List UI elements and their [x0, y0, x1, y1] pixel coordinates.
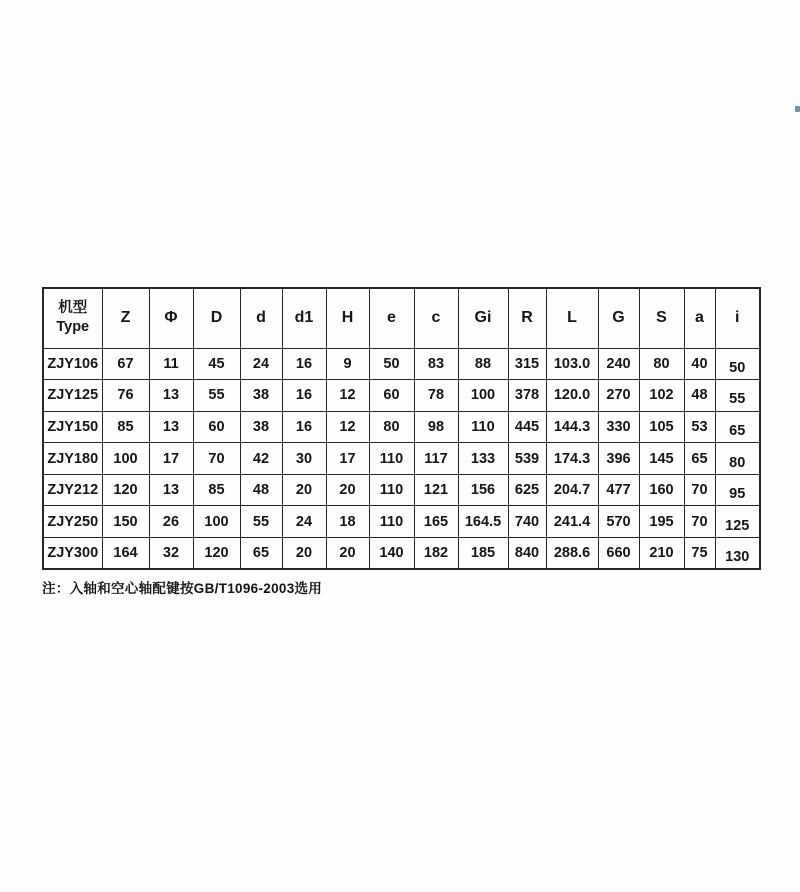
scan-artifact [795, 106, 800, 112]
table-cell-zjy300-e: 140 [369, 538, 414, 570]
table-cell-zjy125-g: 270 [598, 380, 639, 412]
table-cell-zjy150-d1: 16 [282, 411, 326, 443]
table-cell-zjy212-c: 121 [414, 474, 458, 506]
table-cell-zjy300-d: 65 [240, 538, 282, 570]
table-cell-zjy150-s: 105 [639, 411, 684, 443]
table-cell-zjy125-e: 60 [369, 380, 414, 412]
table-cell-zjy125-i: 55 [715, 380, 760, 412]
table-cell-zjy212-a: 70 [684, 474, 715, 506]
table-cell-zjy150-h: 12 [326, 411, 369, 443]
table-cell-zjy250-i: 125 [715, 506, 760, 538]
table-cell-zjy125-d: 38 [240, 380, 282, 412]
table-row-zjy212 [43, 474, 760, 506]
table-cell-zjy180-d: 42 [240, 443, 282, 475]
column-header-r: R [508, 288, 546, 348]
row-header-zjy150: ZJY150 [43, 411, 102, 443]
table-cell-zjy125-c: 78 [414, 380, 458, 412]
table-cell-zjy300-g: 660 [598, 538, 639, 570]
table-row-zjy180 [43, 443, 760, 475]
column-header-h: H [326, 288, 369, 348]
row-header-zjy180: ZJY180 [43, 443, 102, 475]
table-cell-zjy300-c: 182 [414, 538, 458, 570]
table-cell-zjy125-gi: 100 [458, 380, 508, 412]
type-column-header [43, 288, 102, 348]
table-cell-zjy250-s: 195 [639, 506, 684, 538]
column-header-l: L [546, 288, 598, 348]
table-cell-zjy300-r: 840 [508, 538, 546, 570]
table-cell-zjy106-c: 83 [414, 348, 458, 380]
table-cell-zjy180-h: 17 [326, 443, 369, 475]
table-cell-zjy250-h: 18 [326, 506, 369, 538]
table-cell-zjy212-r: 625 [508, 474, 546, 506]
table-cell-zjy212-z: 120 [102, 474, 149, 506]
table-row-zjy125 [43, 380, 760, 412]
type-column-header-en: Type [56, 319, 90, 336]
table-cell-zjy212-φ: 13 [149, 474, 193, 506]
table-row-zjy250 [43, 506, 760, 538]
table-cell-zjy300-z: 164 [102, 538, 149, 570]
table-cell-zjy180-l: 174.3 [546, 443, 598, 475]
column-header-a: a [684, 288, 715, 348]
table-cell-zjy180-φ: 17 [149, 443, 193, 475]
table-cell-zjy106-l: 103.0 [546, 348, 598, 380]
table-cell-zjy106-gi: 88 [458, 348, 508, 380]
table-cell-zjy125-r: 378 [508, 380, 546, 412]
table-cell-zjy125-a: 48 [684, 380, 715, 412]
table-cell-zjy300-a: 75 [684, 538, 715, 570]
column-header-φ: Φ [149, 288, 193, 348]
table-cell-zjy212-d1: 20 [282, 474, 326, 506]
table-cell-zjy212-i: 95 [715, 474, 760, 506]
column-header-g: G [598, 288, 639, 348]
table-cell-zjy125-φ: 13 [149, 380, 193, 412]
table-cell-zjy250-gi: 164.5 [458, 506, 508, 538]
table-cell-zjy300-s: 210 [639, 538, 684, 570]
table-cell-zjy180-e: 110 [369, 443, 414, 475]
table-cell-zjy180-z: 100 [102, 443, 149, 475]
row-header-zjy106: ZJY106 [43, 348, 102, 380]
table-cell-zjy150-φ: 13 [149, 411, 193, 443]
table-cell-zjy300-d1: 20 [282, 538, 326, 570]
table-cell-zjy250-c: 165 [414, 506, 458, 538]
footnote: 注：入轴和空心轴配键按GB/T1096-2003选用 [42, 581, 323, 596]
table-cell-zjy250-d1: 24 [282, 506, 326, 538]
column-header-s: S [639, 288, 684, 348]
table-cell-zjy212-d: 48 [240, 474, 282, 506]
spec-table [42, 287, 761, 570]
table-cell-zjy106-d: 45 [193, 348, 240, 380]
table-cell-zjy106-d: 24 [240, 348, 282, 380]
row-header-zjy212: ZJY212 [43, 474, 102, 506]
table-cell-zjy250-a: 70 [684, 506, 715, 538]
row-header-zjy250: ZJY250 [43, 506, 102, 538]
table-cell-zjy250-d: 55 [240, 506, 282, 538]
table-cell-zjy106-z: 67 [102, 348, 149, 380]
table-cell-zjy212-s: 160 [639, 474, 684, 506]
table-cell-zjy150-z: 85 [102, 411, 149, 443]
table-cell-zjy212-gi: 156 [458, 474, 508, 506]
table-cell-zjy212-e: 110 [369, 474, 414, 506]
column-header-z: Z [102, 288, 149, 348]
table-body [43, 348, 760, 569]
table-cell-zjy125-d1: 16 [282, 380, 326, 412]
table-cell-zjy106-φ: 11 [149, 348, 193, 380]
column-header-d: d [240, 288, 282, 348]
table-cell-zjy212-d: 85 [193, 474, 240, 506]
table-cell-zjy180-gi: 133 [458, 443, 508, 475]
column-header-e: e [369, 288, 414, 348]
table-cell-zjy150-l: 144.3 [546, 411, 598, 443]
table-cell-zjy106-d1: 16 [282, 348, 326, 380]
table-cell-zjy180-s: 145 [639, 443, 684, 475]
table-cell-zjy106-s: 80 [639, 348, 684, 380]
table-cell-zjy125-l: 120.0 [546, 380, 598, 412]
table-cell-zjy106-g: 240 [598, 348, 639, 380]
type-column-header-cn: 机型 [58, 300, 88, 317]
column-header-gi: Gi [458, 288, 508, 348]
table-cell-zjy300-h: 20 [326, 538, 369, 570]
table-cell-zjy150-i: 65 [715, 411, 760, 443]
table-cell-zjy150-d: 38 [240, 411, 282, 443]
table-row-zjy300 [43, 538, 760, 570]
table-cell-zjy212-g: 477 [598, 474, 639, 506]
table-cell-zjy106-i: 50 [715, 348, 760, 380]
row-header-zjy300: ZJY300 [43, 538, 102, 570]
table-row-zjy150 [43, 411, 760, 443]
table-cell-zjy300-gi: 185 [458, 538, 508, 570]
column-header-d: D [193, 288, 240, 348]
table-cell-zjy250-φ: 26 [149, 506, 193, 538]
table-cell-zjy250-e: 110 [369, 506, 414, 538]
column-header-i: i [715, 288, 760, 348]
table-cell-zjy300-i: 130 [715, 538, 760, 570]
table-cell-zjy180-d1: 30 [282, 443, 326, 475]
table-cell-zjy212-h: 20 [326, 474, 369, 506]
table-cell-zjy150-gi: 110 [458, 411, 508, 443]
table-cell-zjy106-e: 50 [369, 348, 414, 380]
table-cell-zjy180-c: 117 [414, 443, 458, 475]
table-cell-zjy106-h: 9 [326, 348, 369, 380]
row-header-zjy125: ZJY125 [43, 380, 102, 412]
table-cell-zjy125-z: 76 [102, 380, 149, 412]
header-row [43, 288, 760, 348]
table-cell-zjy250-d: 100 [193, 506, 240, 538]
table-cell-zjy212-l: 204.7 [546, 474, 598, 506]
table-cell-zjy180-r: 539 [508, 443, 546, 475]
column-header-d1: d1 [282, 288, 326, 348]
table-cell-zjy150-d: 60 [193, 411, 240, 443]
table-cell-zjy150-r: 445 [508, 411, 546, 443]
table-cell-zjy300-l: 288.6 [546, 538, 598, 570]
table-cell-zjy180-g: 396 [598, 443, 639, 475]
table-cell-zjy250-l: 241.4 [546, 506, 598, 538]
table-cell-zjy250-r: 740 [508, 506, 546, 538]
table-cell-zjy150-a: 53 [684, 411, 715, 443]
table-cell-zjy106-r: 315 [508, 348, 546, 380]
column-header-c: c [414, 288, 458, 348]
table-cell-zjy150-c: 98 [414, 411, 458, 443]
table-cell-zjy180-i: 80 [715, 443, 760, 475]
table-row-zjy106 [43, 348, 760, 380]
table-cell-zjy106-a: 40 [684, 348, 715, 380]
table-cell-zjy180-d: 70 [193, 443, 240, 475]
table-cell-zjy125-d: 55 [193, 380, 240, 412]
table-cell-zjy250-g: 570 [598, 506, 639, 538]
table-cell-zjy250-z: 150 [102, 506, 149, 538]
table-cell-zjy300-d: 120 [193, 538, 240, 570]
table-cell-zjy300-φ: 32 [149, 538, 193, 570]
table-cell-zjy150-e: 80 [369, 411, 414, 443]
table-cell-zjy125-h: 12 [326, 380, 369, 412]
table-cell-zjy180-a: 65 [684, 443, 715, 475]
table-cell-zjy150-g: 330 [598, 411, 639, 443]
table-cell-zjy125-s: 102 [639, 380, 684, 412]
